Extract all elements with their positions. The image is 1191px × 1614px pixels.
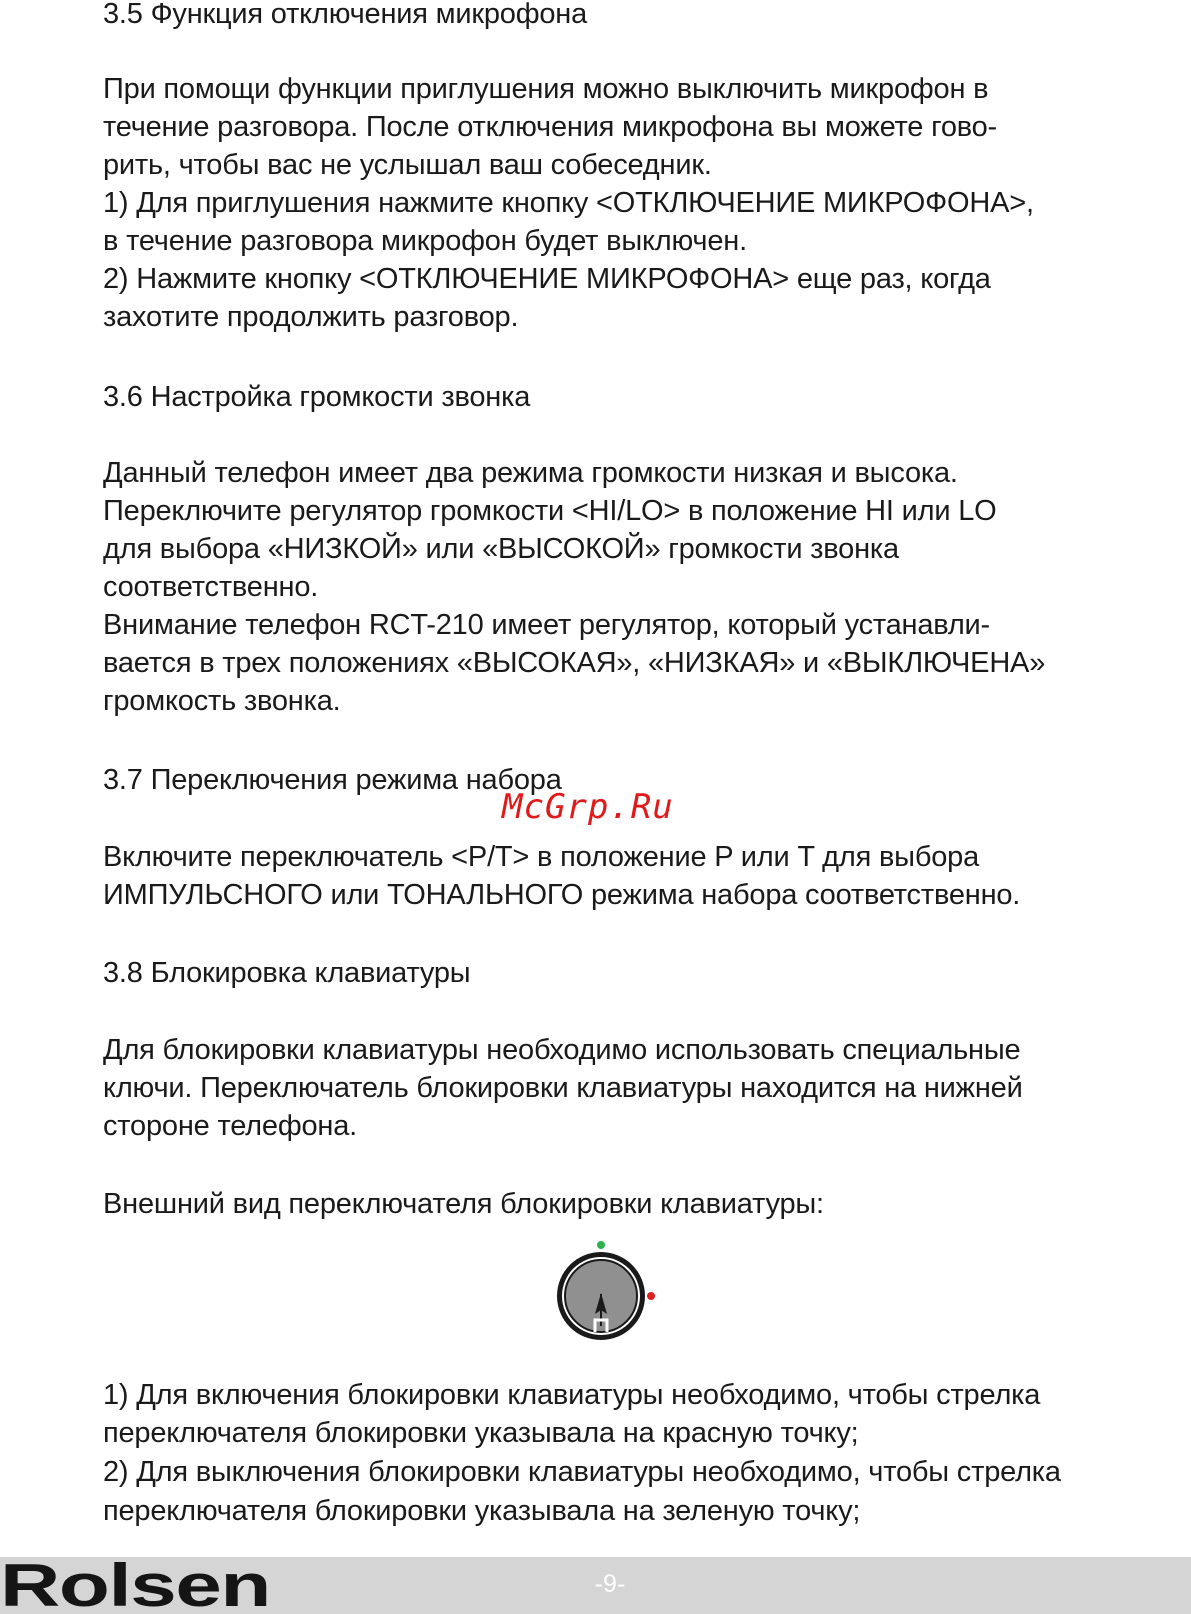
- page-number: -9-: [594, 1570, 626, 1598]
- text-line: для выбора «НИЗКОЙ» или «ВЫСОКОЙ» громкости звонка: [103, 533, 899, 565]
- text-line: соответственно.: [103, 571, 319, 603]
- text-line: вается в трех положениях «ВЫСОКАЯ», «НИЗКАЯ» и «ВЫКЛЮЧЕНА»: [103, 647, 1046, 679]
- section-heading-3-7: 3.7 Переключения режима набора: [103, 764, 562, 796]
- section-heading-3-6: 3.6 Настройка громкости звонка: [103, 381, 531, 413]
- section-heading-3-5: 3.5 Функция отключения микрофона: [103, 0, 588, 30]
- text-line: Для блокировки клавиатуры необходимо использовать специальные: [103, 1034, 1021, 1066]
- text-line: Переключите регулятор громкости <HI/LO> в положение HI или LO: [103, 495, 997, 527]
- text-line: течение разговора. После отключения микрофона вы можете гово-: [103, 111, 998, 143]
- text-line: Включите переключатель <P/T> в положение P или T для выбора: [103, 841, 980, 873]
- green-dot-icon: [597, 1241, 605, 1249]
- text-line: Внимание телефон RCT-210 имеет регулятор, который устанавли-: [103, 609, 991, 641]
- text-line: 2) Для выключения блокировки клавиатуры необходимо, чтобы стрелка: [103, 1456, 1061, 1488]
- section-heading-3-8: 3.8 Блокировка клавиатуры: [103, 957, 471, 989]
- keylock-switch-diagram: [548, 1240, 658, 1350]
- text-line: громкость звонка.: [103, 685, 341, 717]
- text-line: 1) Для включения блокировки клавиатуры необходимо, чтобы стрелка: [103, 1379, 1041, 1411]
- text-line: захотите продолжить разговор.: [103, 301, 519, 333]
- page-footer: [0, 1557, 1191, 1614]
- rolsen-logo: [0, 1560, 275, 1612]
- text-line: переключателя блокировки указывала на зеленую точку;: [103, 1495, 861, 1527]
- figure-caption: Внешний вид переключателя блокировки клавиатуры:: [103, 1188, 824, 1220]
- text-line: ключи. Переключатель блокировки клавиатуры находится на нижней: [103, 1072, 1023, 1104]
- text-line: рить, чтобы вас не услышал ваш собеседник.: [103, 149, 712, 181]
- red-dot-icon: [647, 1292, 655, 1300]
- text-line: 1) Для приглушения нажмите кнопку <ОТКЛЮЧЕНИЕ МИКРОФОНА>,: [103, 187, 1034, 219]
- watermark: McGrp.Ru: [502, 787, 674, 827]
- text-line: При помощи функции приглушения можно выключить микрофон в: [103, 73, 989, 105]
- text-line: 2) Нажмите кнопку <ОТКЛЮЧЕНИЕ МИКРОФОНА> еще раз, когда: [103, 263, 991, 295]
- logo-text: Rolsen: [0, 1560, 270, 1612]
- text-line: ИМПУЛЬСНОГО или ТОНАЛЬНОГО режима набора соответственно.: [103, 879, 1021, 911]
- text-line: Данный телефон имеет два режима громкости низкая и высока.: [103, 457, 958, 489]
- text-line: стороне телефона.: [103, 1110, 358, 1142]
- text-line: в течение разговора микрофон будет выключен.: [103, 225, 747, 257]
- text-line: переключателя блокировки указывала на красную точку;: [103, 1417, 859, 1449]
